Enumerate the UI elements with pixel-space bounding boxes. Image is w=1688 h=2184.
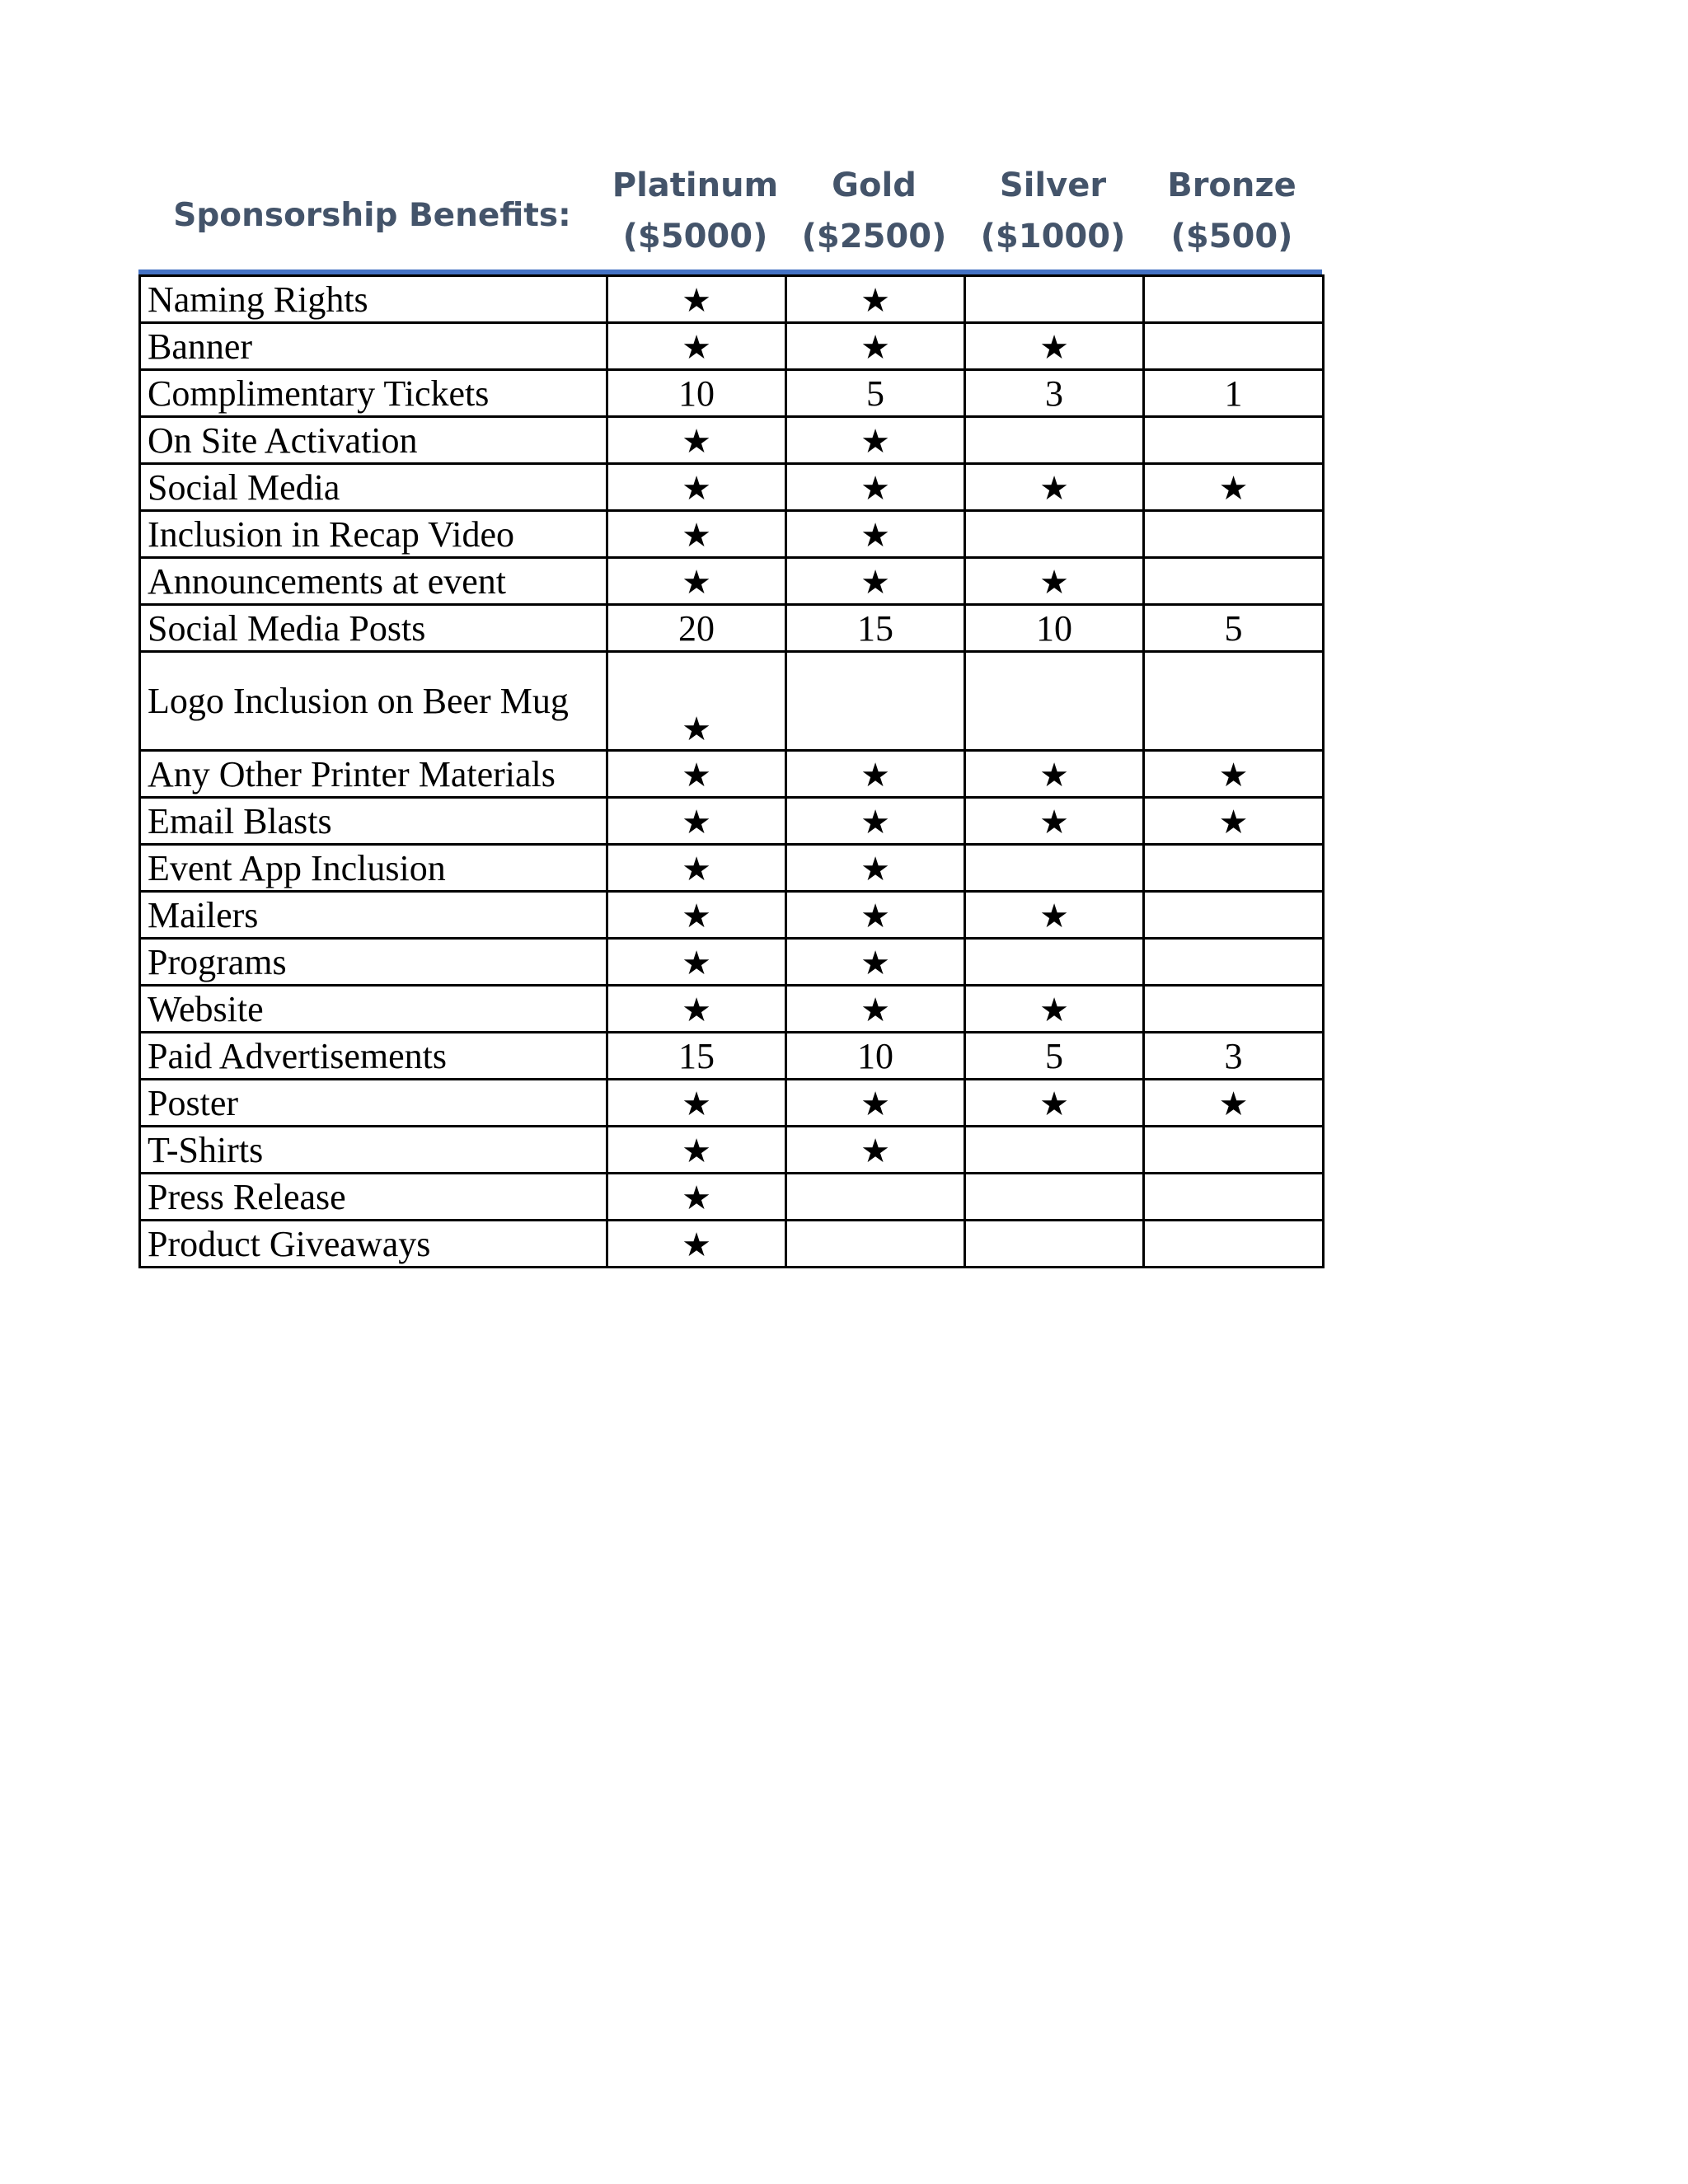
tier-header-gold [785,152,964,269]
benefit-cell-platinum [607,511,786,558]
table-row [140,464,1324,511]
star-icon: ★ [860,756,890,794]
star-icon: ★ [860,850,890,888]
benefit-count: 5 [1224,607,1243,649]
table-row [140,751,1324,798]
benefit-cell-bronze [1144,323,1324,370]
benefit-name: Any Other Printer Materials [140,751,607,798]
benefit-cell-platinum [607,1033,786,1080]
benefit-cell-silver [965,276,1144,323]
benefit-cell-gold [786,751,965,798]
benefit-name: Logo Inclusion on Beer Mug [140,652,607,751]
star-icon: ★ [1039,991,1069,1029]
benefit-name: Complimentary Tickets [140,370,607,417]
benefit-cell-silver [965,939,1144,986]
benefit-cell-gold [786,798,965,845]
tier-price: ($5000) [622,218,768,255]
benefit-cell-platinum [607,464,786,511]
benefit-cell-platinum [607,323,786,370]
star-icon: ★ [1039,756,1069,794]
tier-price: ($2500) [801,218,947,255]
benefit-count: 1 [1224,373,1243,414]
table-row [140,845,1324,892]
benefit-cell-platinum [607,986,786,1033]
benefit-cell-silver [965,892,1144,939]
table-row [140,892,1324,939]
star-icon: ★ [682,1132,711,1170]
benefit-cell-gold [786,1033,965,1080]
star-icon: ★ [1039,469,1069,508]
tier-name: Bronze [1167,166,1296,204]
star-icon: ★ [860,516,890,555]
benefit-cell-platinum [607,845,786,892]
star-icon: ★ [860,422,890,461]
benefit-cell-silver [965,1127,1144,1174]
star-icon: ★ [1039,328,1069,367]
benefit-name: Mailers [140,892,607,939]
benefit-cell-silver [965,511,1144,558]
benefit-cell-platinum [607,276,786,323]
benefit-cell-bronze [1144,558,1324,605]
benefit-cell-gold [786,558,965,605]
benefit-name: Poster [140,1080,607,1127]
benefit-name: T-Shirts [140,1127,607,1174]
star-icon: ★ [682,850,711,888]
benefit-cell-platinum [607,605,786,652]
benefit-cell-silver [965,986,1144,1033]
benefit-cell-bronze [1144,511,1324,558]
table-row [140,652,1324,751]
star-icon: ★ [860,281,890,320]
table-row [140,417,1324,464]
benefit-cell-silver [965,370,1144,417]
tier-header-bronze [1142,152,1321,269]
benefit-cell-platinum [607,1127,786,1174]
benefit-cell-platinum [607,558,786,605]
benefit-cell-bronze [1144,939,1324,986]
tier-name: Silver [999,166,1107,204]
benefit-cell-silver [965,464,1144,511]
benefit-cell-bronze [1144,1174,1324,1221]
benefit-cell-platinum [607,1174,786,1221]
star-icon: ★ [1218,1085,1249,1123]
tier-name: Platinum [612,166,779,204]
table-row [140,798,1324,845]
star-icon: ★ [682,1179,711,1217]
benefit-name: Announcements at event [140,558,607,605]
benefit-count: 3 [1224,1035,1243,1076]
benefit-cell-bronze [1144,417,1324,464]
star-icon: ★ [682,756,711,794]
benefit-cell-gold [786,1174,965,1221]
benefit-cell-bronze [1144,1080,1324,1127]
benefit-cell-gold [786,370,965,417]
benefit-count: 15 [857,607,893,649]
star-icon: ★ [860,328,890,367]
benefit-cell-platinum [607,370,786,417]
benefit-cell-platinum [607,751,786,798]
benefit-cell-silver [965,652,1144,751]
benefit-count: 3 [1045,373,1063,414]
star-icon: ★ [682,897,711,935]
tier-name: Gold [832,166,917,204]
benefit-cell-bronze [1144,464,1324,511]
benefit-cell-platinum [607,1221,786,1268]
benefit-cell-gold [786,1221,965,1268]
star-icon: ★ [860,944,890,982]
table-row [140,276,1324,323]
star-icon: ★ [682,1226,711,1264]
star-icon: ★ [860,991,890,1029]
benefit-cell-silver [965,323,1144,370]
benefit-cell-platinum [607,1080,786,1127]
benefit-cell-platinum [607,652,786,751]
star-icon: ★ [1218,803,1249,841]
sponsorship-sheet [138,152,1322,1268]
star-icon: ★ [682,944,711,982]
benefit-cell-gold [786,464,965,511]
star-icon: ★ [1039,1085,1069,1123]
benefit-cell-gold [786,1127,965,1174]
benefit-cell-silver [965,1033,1144,1080]
table-row [140,1033,1324,1080]
benefit-name: Event App Inclusion [140,845,607,892]
table-row [140,939,1324,986]
star-icon: ★ [860,469,890,508]
tier-header-silver [964,152,1142,269]
benefit-name: On Site Activation [140,417,607,464]
star-icon: ★ [682,563,711,602]
table-row [140,323,1324,370]
benefit-cell-silver [965,798,1144,845]
benefit-name: Website [140,986,607,1033]
benefit-count: 10 [678,373,715,414]
benefit-count: 10 [857,1035,893,1076]
benefit-cell-bronze [1144,1127,1324,1174]
benefit-cell-bronze [1144,986,1324,1033]
benefit-name: Social Media [140,464,607,511]
star-icon: ★ [860,1132,890,1170]
benefit-count: 10 [1036,607,1072,649]
benefit-cell-silver [965,417,1144,464]
header-row [138,152,1322,274]
benefit-cell-gold [786,276,965,323]
benefit-count: 5 [1045,1035,1063,1076]
star-icon: ★ [682,1085,711,1123]
table-row [140,1174,1324,1221]
benefit-cell-platinum [607,798,786,845]
benefits-table-body [140,276,1324,1268]
benefit-name: Press Release [140,1174,607,1221]
benefit-name: Social Media Posts [140,605,607,652]
star-icon: ★ [1218,469,1249,508]
benefit-name: Inclusion in Recap Video [140,511,607,558]
star-icon: ★ [682,281,711,320]
benefit-cell-silver [965,605,1144,652]
benefit-cell-silver [965,558,1144,605]
table-row [140,511,1324,558]
benefit-cell-bronze [1144,652,1324,751]
star-icon: ★ [1039,563,1069,602]
benefit-cell-silver [965,751,1144,798]
benefit-cell-silver [965,845,1144,892]
star-icon: ★ [1039,803,1069,841]
table-row [140,605,1324,652]
star-icon: ★ [1039,897,1069,935]
star-icon: ★ [682,516,711,555]
star-icon: ★ [860,803,890,841]
star-icon: ★ [682,710,711,748]
tier-header-platinum [606,152,785,269]
benefit-name: Product Giveaways [140,1221,607,1268]
benefit-cell-platinum [607,939,786,986]
benefit-cell-silver [965,1080,1144,1127]
benefit-cell-platinum [607,417,786,464]
benefit-cell-silver [965,1221,1144,1268]
benefit-cell-gold [786,323,965,370]
benefit-name: Programs [140,939,607,986]
benefit-count: 15 [678,1035,715,1076]
star-icon: ★ [860,897,890,935]
benefits-table [138,274,1325,1268]
benefit-cell-bronze [1144,751,1324,798]
benefit-cell-gold [786,986,965,1033]
table-row [140,1080,1324,1127]
benefit-cell-gold [786,652,965,751]
star-icon: ★ [860,563,890,602]
benefit-cell-gold [786,845,965,892]
star-icon: ★ [682,469,711,508]
table-row [140,986,1324,1033]
table-row [140,558,1324,605]
benefit-cell-bronze [1144,605,1324,652]
benefit-cell-silver [965,1174,1144,1221]
benefit-cell-bronze [1144,798,1324,845]
benefit-cell-gold [786,605,965,652]
star-icon: ★ [860,1085,890,1123]
tier-price: ($500) [1170,218,1293,255]
benefit-count: 20 [678,607,715,649]
table-row [140,370,1324,417]
benefit-name: Email Blasts [140,798,607,845]
benefit-name: Paid Advertisements [140,1033,607,1080]
benefit-cell-bronze [1144,1221,1324,1268]
benefit-count: 5 [866,373,884,414]
table-row [140,1221,1324,1268]
star-icon: ★ [1218,756,1249,794]
benefit-cell-gold [786,417,965,464]
benefit-cell-gold [786,1080,965,1127]
benefit-cell-bronze [1144,1033,1324,1080]
tier-price: ($1000) [980,218,1126,255]
benefit-cell-gold [786,939,965,986]
star-icon: ★ [682,422,711,461]
benefit-cell-bronze [1144,892,1324,939]
benefit-name: Banner [140,323,607,370]
benefit-cell-platinum [607,892,786,939]
benefit-cell-bronze [1144,370,1324,417]
star-icon: ★ [682,328,711,367]
header-label: Sponsorship Benefits: [173,196,571,234]
benefit-cell-bronze [1144,276,1324,323]
table-row [140,1127,1324,1174]
star-icon: ★ [682,803,711,841]
benefit-cell-bronze [1144,845,1324,892]
benefit-cell-gold [786,892,965,939]
star-icon: ★ [682,991,711,1029]
benefit-cell-gold [786,511,965,558]
benefit-name: Naming Rights [140,276,607,323]
